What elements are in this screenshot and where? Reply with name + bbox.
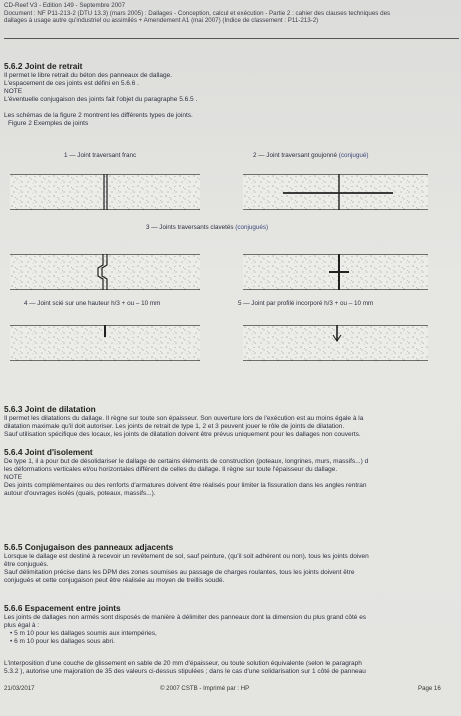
footer-date: 21/03/2017	[4, 685, 35, 692]
s564-line4: Des joints complémentaires ou des renforts d'armatures doivent être réalisés pour limiter la fissuration dans les angles rentran	[4, 482, 367, 489]
joint-3-keyed-diagram-b	[243, 254, 428, 290]
document-header	[4, 2, 459, 25]
s566-bullet-1: • 5 m 10 pour les dallages soumis aux intempéries,	[10, 630, 157, 637]
joint-2-slab-diagram	[243, 174, 428, 210]
section-5-6-6-heading: 5.6.6 Espacement entre joints	[4, 603, 121, 613]
s562-line5: Les schémas de la figure 2 montrent les différents types de joints.	[4, 112, 193, 119]
s565-line2: être conjugués.	[4, 561, 49, 568]
section-5-6-4-heading: 5.6.4 Joint d'isolement	[4, 447, 93, 457]
s565-line3: Sauf délimitation précise dans les DPM des zones soumises au passage de charges roulantes, tous les joints doivent être	[4, 569, 355, 576]
header-document-ref-cont: dallages à usage autre qu'industriel ou assimilés + Amendement A1 (mai 2007) (Indice de classement : P11-213-2)	[4, 17, 319, 25]
s566-line2: plus égal à :	[4, 622, 40, 629]
joint-4-label: 4 — Joint scié sur une hauteur h/3 + ou – 10 mm	[24, 300, 161, 307]
header-edition: CD-Reef V3 - Edition 149 - Septembre 2007	[4, 2, 126, 9]
joint-5-profile-diagram	[243, 325, 428, 361]
footer-page-number: Page 16	[418, 685, 441, 692]
s566-line5: L'interposition d'une couche de glissement en sable de 20 mm d'épaisseur, ou toute solution équivalente (selon le paragraph	[4, 660, 362, 667]
s565-line4: conjugués et cette conjugaison peut être réalisée au moyen de treillis soudé.	[4, 577, 225, 584]
joint-4-sawn-diagram	[10, 325, 200, 361]
s562-note-label: NOTE	[4, 88, 23, 95]
s563-line1: Il permet les dilatations du dallage. Il règne sur toute son épaisseur. Son ouverture lors de l'exécution est au moins égale à la	[4, 415, 364, 422]
s563-line2: dilatation maximale qu'il doit autoriser. Les joints de retrait de type 1, 2 et 3 peuvent jouer le rôle de joints de dilatation.	[4, 423, 345, 430]
joint-3-label: 3 — Joints traversants clavetés (conjugués)	[146, 224, 269, 231]
s566-bullet-2: • 6 m 10 pour les dallages sous abri.	[10, 638, 115, 645]
s562-line2: L'espacement de ces joints est défini en 5.6.6 .	[4, 80, 139, 87]
joint-3-keyed-diagram-a	[10, 254, 200, 290]
s566-line1: Les joints de dallages non armés sont disposés de manière à délimiter des panneaux dont la dimension du plus grand côté es	[4, 614, 367, 621]
figure-2-caption: Figure 2 Exemples de joints	[8, 120, 89, 127]
s562-line4: L'éventuelle conjugaison des joints fait l'objet du paragraphe 5.6.5 .	[4, 96, 198, 103]
s562-line1: Il permet le libre retrait du béton des panneaux de dallage.	[4, 72, 173, 79]
s566-line6: 5.3.2 ), autorise une majoration de 35 des valeurs ci-dessus stipulées ; dans le cas d'une solidarisation sur 1 côté de panneau	[4, 668, 366, 675]
s564-line2: les déformations verticales et/ou horizontales différent de celles du dallage. Il règne sur toute l'épaisseur du dallage.	[4, 466, 338, 473]
section-5-6-5-heading: 5.6.5 Conjugaison des panneaux adjacents	[4, 542, 174, 552]
joint-1-label: 1 — Joint traversant franc	[64, 152, 137, 159]
s564-note-label: NOTE	[4, 474, 23, 481]
s565-line1: Lorsque le dallage est destiné à recevoir un revêtement de sol, sauf peinture, (qu'il soit adhérent ou non), tous les joints doiven	[4, 553, 369, 560]
joint-1-slab-diagram	[10, 174, 200, 210]
joint-5-label: 5 — Joint par profilé incorporé h/3 + ou – 10 mm	[238, 300, 374, 307]
section-5-6-3-heading: 5.6.3 Joint de dilatation	[4, 404, 96, 414]
s564-line1: De type 1, il a pour but de désolidariser le dallage de certains éléments de construction (poteaux, longrines, murs, massifs...) d	[4, 458, 369, 465]
footer-copyright: © 2007 CSTB - Imprimé par : HP	[160, 685, 250, 692]
joint-2-label: 2 — Joint traversant goujonné (conjugué)	[253, 152, 369, 159]
header-document-ref: Document : NF P11-213-2 (DTU 13.3) (mars 2005) : Dallages - Conception, calcul et exécution - Partie 2 : cahier des clauses techniques des	[4, 9, 391, 17]
section-5-6-2-heading: 5.6.2 Joint de retrait	[4, 61, 83, 71]
header-divider	[4, 38, 459, 39]
s563-line3: Sauf utilisation spécifique des locaux, les joints de dilatation doivent être prévus uniquement pour les dallages non couverts.	[4, 431, 361, 438]
s564-line5: autour d'ouvrages isolés (quais, poteaux, massifs...).	[4, 490, 156, 497]
